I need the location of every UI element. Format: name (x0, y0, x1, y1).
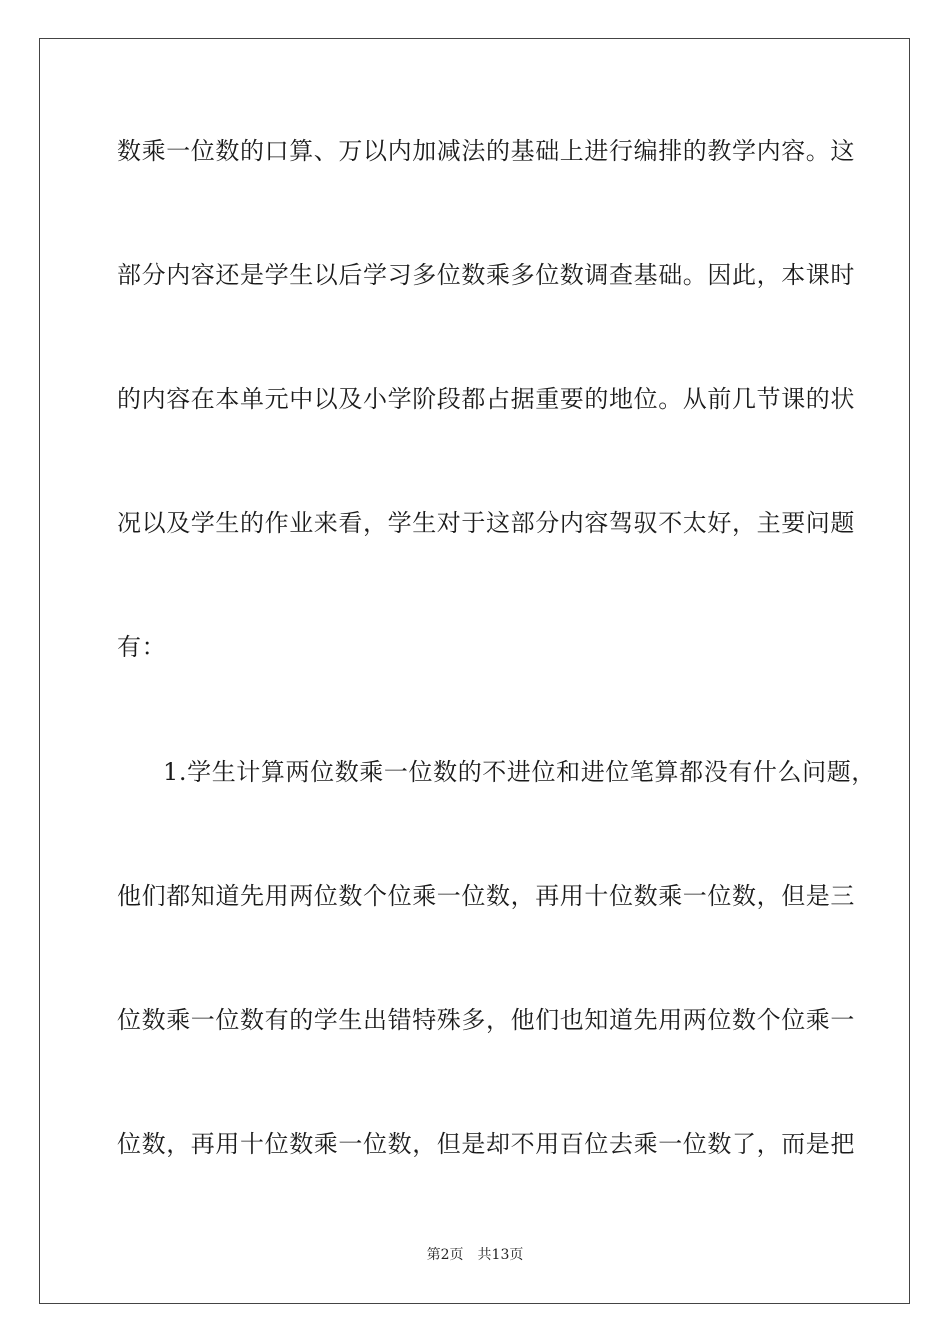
text-line: 位数，再用十位数乘一位数，但是却不用百位去乘一位数了，而是把 (117, 1130, 855, 1158)
text-line: 况以及学生的作业来看，学生对于这部分内容驾驭不太好，主要问题 (117, 509, 855, 537)
text-line-list-item: 1.学生计算两位数乘一位数的不进位和进位笔算都没有什么问题， (163, 758, 876, 786)
text-line: 部分内容还是学生以后学习多位数乘多位数调查基础。因此，本课时 (117, 261, 855, 289)
total-pages: 共13页 (477, 1247, 524, 1263)
text-line: 位数乘一位数有的学生出错特殊多，他们也知道先用两位数个位乘一 (117, 1006, 855, 1034)
text-line: 数乘一位数的口算、万以内加减法的基础上进行编排的教学内容。这 (117, 137, 855, 165)
text-line: 的内容在本单元中以及小学阶段都占据重要的地位。从前几节课的状 (117, 385, 855, 413)
current-page-number: 第2页 (426, 1247, 464, 1263)
page-footer (0, 1245, 950, 1265)
text-line: 有： (117, 633, 167, 661)
text-line: 他们都知道先用两位数个位乘一位数，再用十位数乘一位数，但是三 (117, 882, 855, 910)
page-border (39, 38, 910, 1304)
